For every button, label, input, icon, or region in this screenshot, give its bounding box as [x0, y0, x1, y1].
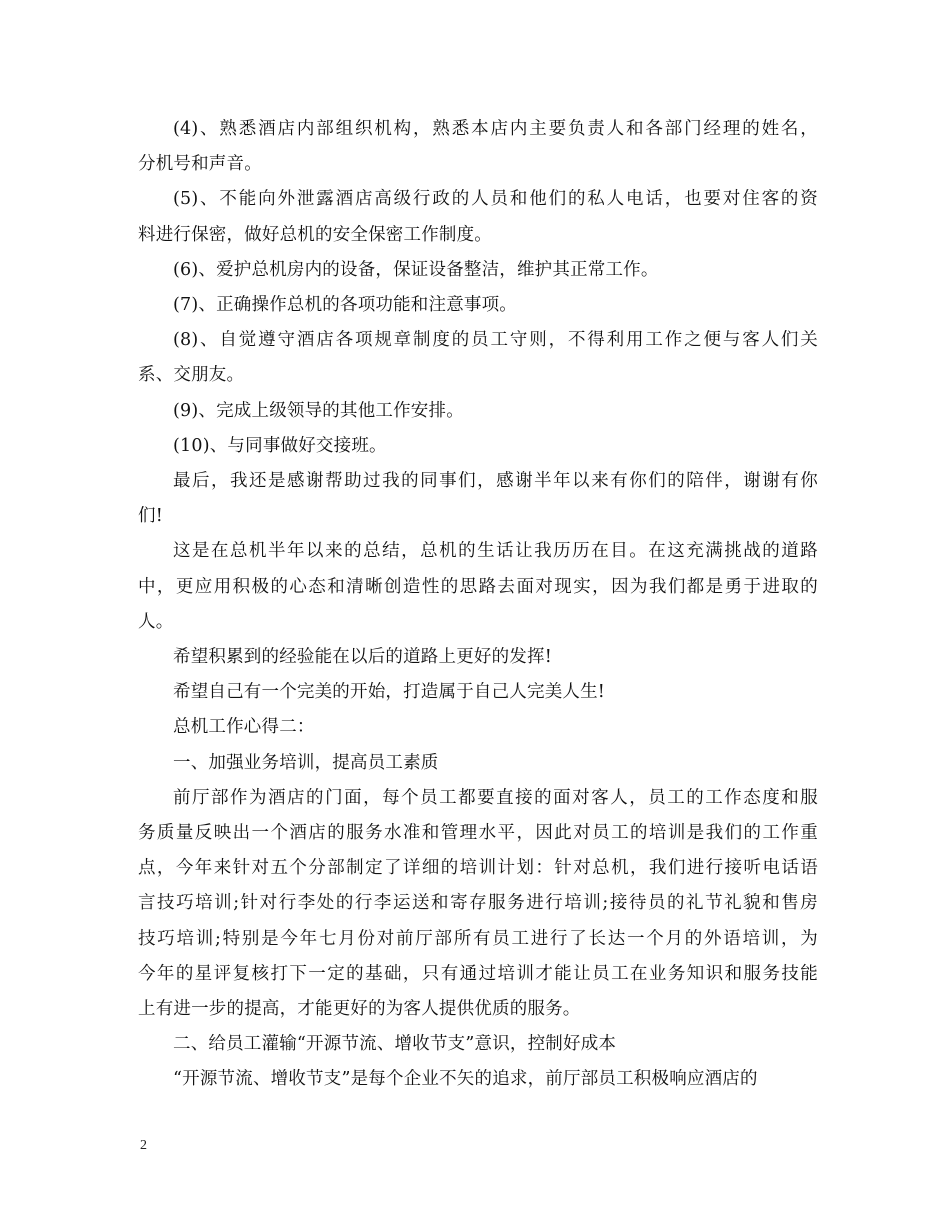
page-number: 2: [140, 1138, 147, 1153]
text-line: (4)、熟悉酒店内部组织机构，熟悉本店内主要负责人和各部门经理的姓名，: [173, 119, 818, 139]
text-line: 希望积累到的经验能在以后的道路上更好的发挥!: [173, 647, 552, 668]
text-line: (8)、自觉遵守酒店各项规章制度的员工守则，不得利用工作之便与客人们关: [173, 330, 818, 351]
paragraph: [138, 781, 818, 1027]
text-line: 言技巧培训;针对行李处的行李运送和寄存服务进行培训;接待员的礼节礼貌和售房: [138, 893, 818, 914]
paragraph: [138, 1062, 818, 1097]
text-line: 上有进一步的提高，才能更好的为客人提供优质的服务。: [138, 999, 581, 1020]
text-line: (10)、与同事做好交接班。: [173, 435, 387, 456]
text-line: (9)、完成上级领导的其他工作安排。: [173, 400, 464, 421]
paragraph: [138, 675, 818, 710]
paragraph: [138, 534, 818, 640]
text-line: (5)、不能向外泄露酒店高级行政的人员和他们的私人电话，也要对住客的资: [173, 189, 818, 210]
text-line: 料进行保密，做好总机的安全保密工作制度。: [138, 224, 492, 245]
text-line: 系、交朋友。: [138, 365, 245, 386]
text-line: 们!: [138, 506, 163, 527]
text-line: 人。: [138, 611, 174, 632]
paragraph: [138, 288, 818, 323]
text-line: 务质量反映出一个酒店的服务水准和管理水平，因此对员工的培训是我们的工作重: [138, 823, 818, 844]
text-line: 点，今年来针对五个分部制定了详细的培训计划：针对总机，我们进行接听电话语: [138, 858, 818, 879]
paragraph: [138, 323, 818, 393]
text-line: 这是在总机半年以来的总结，总机的生话让我历历在目。在这充满挑战的道路: [173, 541, 818, 562]
paragraph: [138, 464, 818, 534]
paragraph: [138, 640, 818, 675]
paragraph: [138, 112, 818, 182]
paragraph: [138, 429, 818, 464]
text-line: 技巧培训;特别是今年七月份对前厅部所有员工进行了长达一个月的外语培训，为: [138, 928, 818, 949]
text-line: 总机工作心得二：: [173, 717, 315, 738]
paragraph: [138, 1027, 818, 1062]
text-line: 二、给员工灌输“开源节流、增收节支”意识，控制好成本: [173, 1034, 617, 1055]
paragraph: [138, 182, 818, 252]
text-line: “开源节流、增收节支”是每个企业不矢的追求，前厅部员工积极响应酒店的: [173, 1069, 758, 1090]
text-line: 希望自己有一个完美的开始，打造属于自己人完美人生!: [173, 682, 606, 703]
paragraph: [138, 710, 818, 745]
text-line: 最后，我还是感谢帮助过我的同事们，感谢半年以来有你们的陪伴，谢谢有你: [173, 471, 818, 492]
text-line: 中，更应用积极的心态和清晰创造性的思路去面对现实，因为我们都是勇于进取的: [138, 576, 818, 597]
paragraph: [138, 253, 818, 288]
text-line: (7)、正确操作总机的各项功能和注意事项。: [173, 295, 517, 316]
paragraph: [138, 746, 818, 781]
text-line: (6)、爱护总机房内的设备，保证设备整洁，维护其正常工作。: [173, 259, 659, 280]
text-line: 前厅部作为酒店的门面，每个员工都要直接的面对客人，员工的工作态度和服: [173, 787, 818, 808]
text-line: 分机号和声音。: [138, 154, 262, 175]
paragraph: [138, 394, 818, 429]
text-line: 今年的星评复核打下一定的基础，只有通过培训才能让员工在业务知识和服务技能: [138, 963, 818, 984]
body-text: [138, 112, 818, 1098]
text-line: 一、加强业务培训，提高员工素质: [173, 752, 439, 773]
